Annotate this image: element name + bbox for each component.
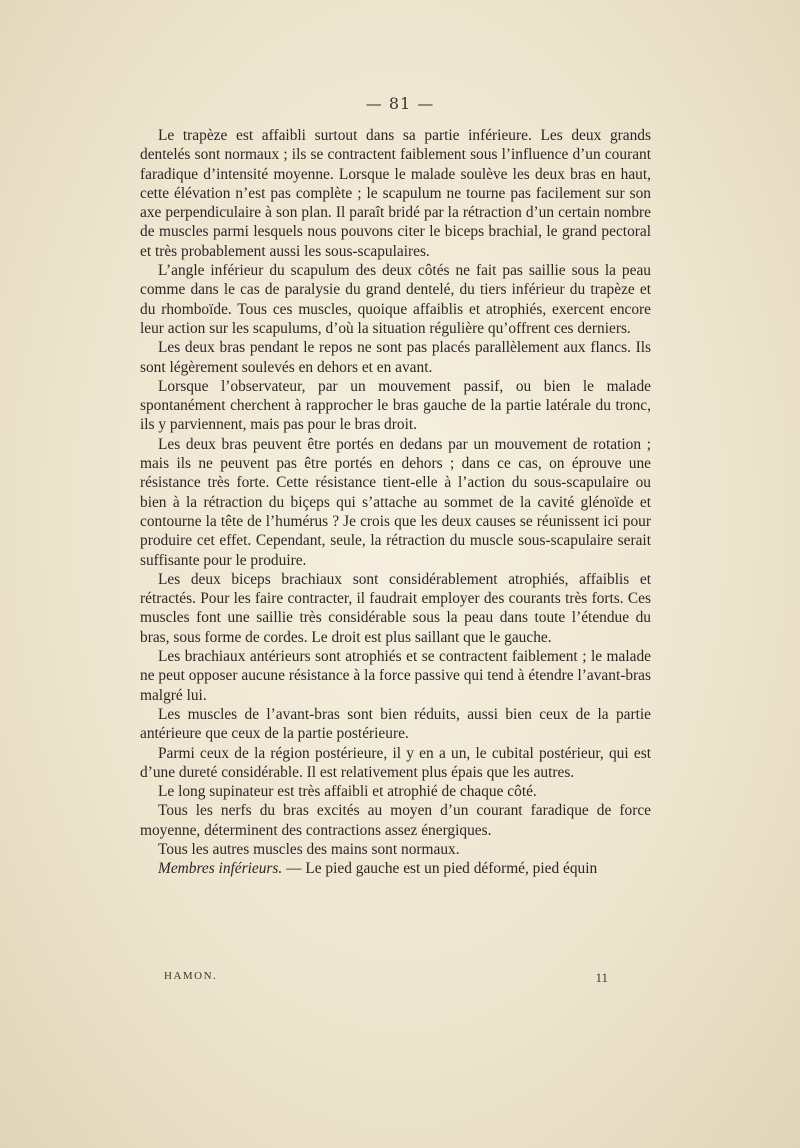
paragraph: Les deux bras peuvent être portés en dedans par un mouvement de rotation ; mais ils ne peuvent pas être portés en dehors ; dans ce cas, on éprouve une résistance très forte. Cette résistance tient-elle à l’action du sous-scapulaire ou bien à la rétraction du biçeps qui s’attache au sommet de la cavité glénoïde et contourne la tête de l’humérus ? Je crois que les deux causes se réunissent ici pour produire cet effet. Cependant, seule, la rétraction du muscle sous-scapulaire serait suffisante pour le produire. — [140, 435, 651, 569]
paragraph: Le long supinateur est très affaibli et atrophié de chaque côté. — [158, 783, 537, 801]
section-start-text: — Le pied gauche est un pied déformé, pied équin — [282, 860, 598, 878]
paragraph: Parmi ceux de la région postérieure, il y en a un, le cubital postérieur, qui est d’une dureté considérable. Il est relativement plus épais que les autres. — [140, 744, 651, 781]
paragraph: Les deux bras pendant le repos ne sont pas placés parallèlement aux flancs. Ils sont légèrement soulevés en dehors et en avant. — [140, 339, 651, 376]
section-heading: Membres inférieurs. — [158, 860, 283, 878]
body-text — [140, 126, 651, 879]
gathering-mark: 11 — [595, 970, 608, 985]
paragraph: Les deux biceps brachiaux sont considérablement atrophiés, affaiblis et rétractés. Pour les faire contracter, il faudrait employer des courants très forts. Ces muscles font une saillie très considérable sous la peau dans toute l’étendue du bras, sous forme de cordes. Le droit est plus saillant que le gauche. — [140, 570, 651, 646]
paragraph: Tous les autres muscles des mains sont normaux. — [158, 840, 460, 858]
printer-signature: HAMON. — [164, 970, 218, 982]
paragraph: L’angle inférieur du scapulum des deux côtés ne fait pas saillie sous la peau comme dans le cas de paralysie du grand dentelé, du tiers inférieur du trapèze et du rhomboïde. Tous ces muscles, quoique affaiblis et atrophiés, exercent encore leur action sur les scapulums, d’où la situation régulière qu’offrent ces derniers. — [140, 262, 651, 337]
paragraph: Les muscles de l’avant-bras sont bien réduits, aussi bien ceux de la partie antérieure que ceux de la partie postérieure. — [140, 705, 651, 743]
paragraph: Les brachiaux antérieurs sont atrophiés et se contractent faiblement ; le malade ne peut opposer aucune résistance à la force passive qui tend à étendre l’avant-bras malgré lui. — [140, 648, 651, 704]
paragraph: Le trapèze est affaibli surtout dans sa partie inférieure. Les deux grands dentelés sont normaux ; ils se contractent faiblement sous l’influence d’un courant faradique d’intensité moyenne. Lorsque le malade soulève les deux bras en haut, cette élévation n’est pas complète ; le scapulum ne tourne pas facilement sur son axe perpendiculaire à son plan. Il paraît bridé par la rétraction d’un certain nombre de muscles parmi lesquels nous pouvons citer le biceps brachial, le grand pectoral et très probablement aussi les sous-scapulaires. — [140, 127, 651, 260]
paragraph: Lorsque l’observateur, par un mouvement passif, ou bien le malade spontanément cherchent à rapprocher le bras gauche de la partie latérale du tronc, ils y parviennent, mais pas pour le bras droit. — [140, 377, 651, 434]
paragraph: Tous les nerfs du bras excités au moyen d’un courant faradique de force moyenne, déterminent des contractions assez énergiques. — [140, 802, 651, 839]
section-start-line — [140, 859, 651, 878]
page-number: — 81 — — [365, 94, 435, 113]
